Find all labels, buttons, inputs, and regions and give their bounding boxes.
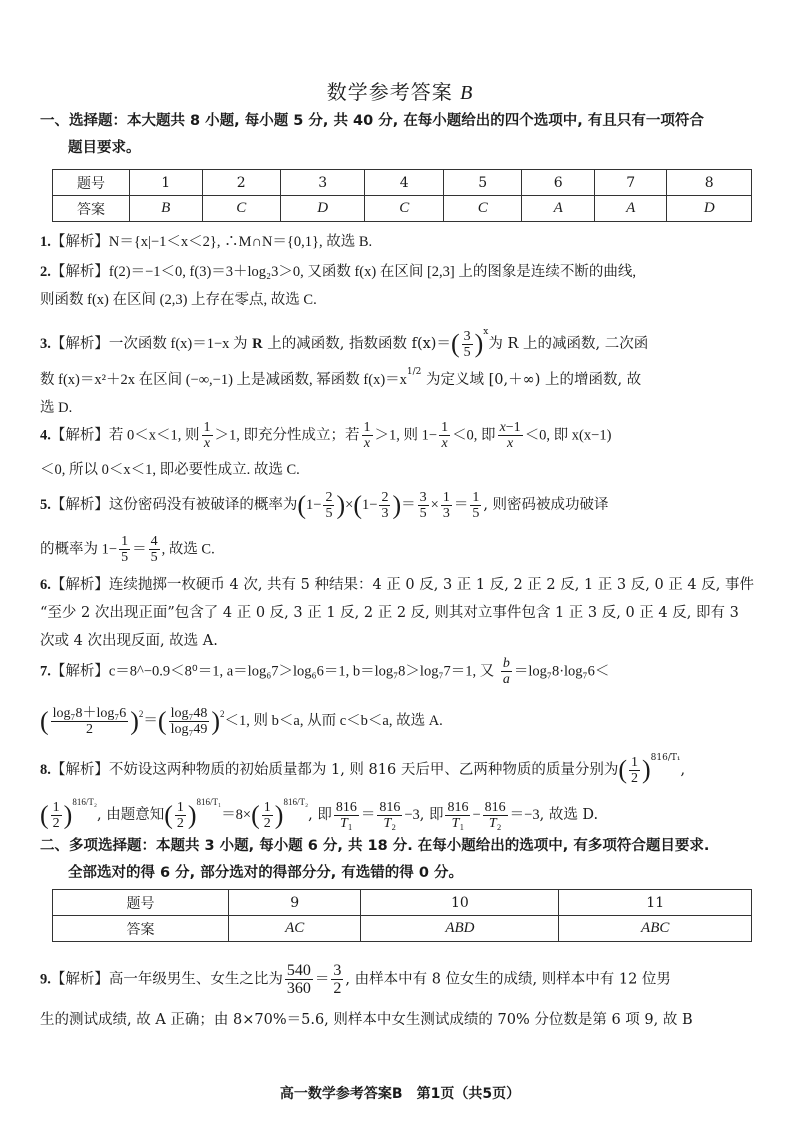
solution-8: 8.【解析】不妨设这两种物质的初始质量都为 1, 则 816 天后甲、乙两种物质的质量分别为( $\frac{1}{2}$ )$^{816/T_1}$, ( $\frac{1}{2}$ )$^{816/T_2}$, 由题意知( $\frac{1}{2}$ )$^{816/T_1}$＝8×( $\frac{1}{2}$ )$^{816/T_2}$, 即 $\frac{816}{\text{T₁}}$ ＝ $\frac{816}{\text{T₂}}$ −3, 即 $\frac{816}{\text{T₁}}$ − $\frac{816}{\text{T₂}}$ ＝−3, 故选 D.	[40, 753, 686, 832]
solution-3: 3.【解析】一次函数 f(x)＝1−x 为 R 上的减函数, 指数函数 f(x)＝( $\frac{3}{5}$ )$^x$为 R 上的减函数, 二次函 数 f(x)＝x²＋2x 在区间 (−∞,−1) 上是减函数, 幂函数 $f(x)=x^{1/2}$ 为定义域 [0,＋∞) 上的增函数, 故 选 D.	[40, 327, 649, 416]
answer-table-1	[52, 169, 752, 222]
page-title: 数学参考答案 B	[326, 80, 474, 104]
table-row: 题号 9 10 11	[53, 890, 752, 916]
table-row: 题号 1 2 3 4 5 6 7 8	[53, 170, 752, 196]
solution-1: 1.【解析】N＝{x|−1＜x＜2}, ∴M∩N＝{0,1}, 故选 B.	[40, 234, 373, 250]
table-row: 答案 AC ABD ABC	[53, 916, 752, 942]
solution-5: 5.【解析】这份密码没有被破译的概率为(1− $\frac{2}{5}$ )×(1− $\frac{2}{3}$ )＝ $\frac{3}{5}$ × $\frac{1}{3}$ ＝ $\frac{1}{5}$ , 则密码被成功破译 的概率为 1− $\frac{1}{5}$ ＝ $\frac{4}{5}$ , 故选 C.	[40, 490, 609, 565]
solution-6: 6.【解析】连续抛掷一枚硬币 4 次, 共有 5 种结果：4 正 0 反, 3 正 1 反, 2 正 2 反, 1 正 3 反, 0 正 4 反, 事件 “至少 2 次出现正面”包含了 4 正 0 反, 3 正 1 反, 2 正 2 反, 则其对立事件包含 1 正 3 反, 0 正 4 反, 即有 3 次或 4 次出现反面, 故选 A.	[40, 577, 754, 649]
section-2-heading: 二、多项选择题：本题共 3 小题, 每小题 6 分, 共 18 分. 在每小题给出的选项中, 有多项符合题目要求. 全部选对的得 6 分, 部分选对的得部分分, 有选错的得 0 分。	[40, 838, 710, 881]
page-footer: 高一数学参考答案B 第1页（共5页）	[279, 1086, 521, 1102]
table-row: 答案 B C D C C A A D	[53, 196, 752, 222]
answer-table-2	[52, 889, 752, 942]
section-1-heading: 一、选择题：本大题共 8 小题, 每小题 5 分, 共 40 分, 在每小题给出的四个选项中, 有且只有一项符合 题目要求。	[40, 113, 704, 156]
solution-9: 9.【解析】高一年级男生、女生之比为 $\frac{540}{360}$ ＝ $\frac{3}{2}$ , 由样本中有 8 位女生的成绩, 则样本中有 12 位男 生的测试成绩, 故 A 正确；由 8×70%＝5.6, 则样本中女生测试成绩的 70% 分位数是第 6 项 9, 故 B	[40, 962, 693, 1028]
solution-2: 2.【解析】f(2)＝−1＜0, f(3)＝3＋log₂3＞0, 又函数 f(x) 在区间 [2,3] 上的图象是连续不断的曲线, 则函数 f(x) 在区间 (2,3) 上存在零点, 故选 C.	[40, 264, 636, 308]
solution-4: 4.【解析】若 0＜x＜1, 则 $\frac{1}{x}$ ＞1, 即充分性成立；若 $\frac{1}{x}$ ＞1, 则 1− $\frac{1}{x}$ ＜0, 即 $\frac{x-1}{x}$ ＜0, 即 x(x−1) ＜0, 所以 0＜x＜1, 即必要性成立. 故选 C.	[40, 420, 612, 478]
solution-7: 7.【解析】c＝8^−0.9＜8⁰＝1, a＝log₆7＞log₆6＝1, b＝log₇8＞log₇7＝1, 又 $\frac{b}{a}$ ＝log₇8·log₇6＜ ( $\frac{\text{log₇8＋log₇6}}{2}$ )$^2$＝( $\frac{\text{log₇48}}{\text{log₇49}}$ )$^2$＜1, 则 b＜a, 从而 c＜b＜a, 故选 A.	[40, 656, 610, 738]
